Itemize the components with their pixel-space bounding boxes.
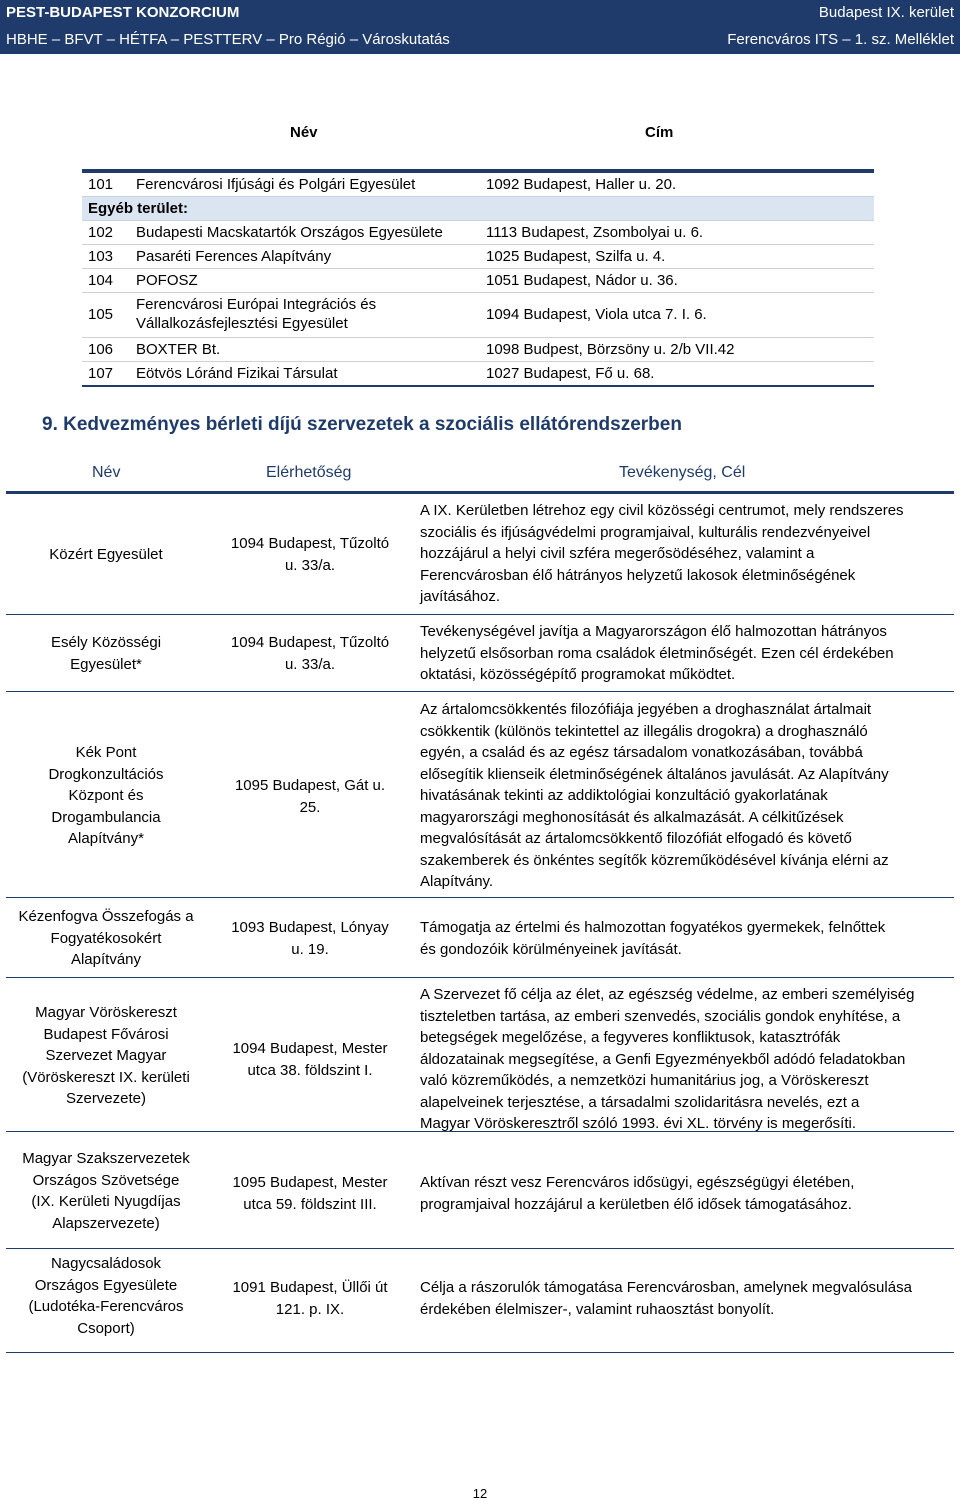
organization-activity [420, 1277, 952, 1320]
organization-activity-line: egyén, a család és az egész társadalom vonatkozásában, továbbá [420, 744, 863, 761]
row-name-line: Ferencvárosi Európai Integrációs és [136, 296, 377, 313]
row-name: Budapesti Macskatartók Országos Egyesülete [136, 224, 443, 241]
organization-activity-line: Ferencvárosban élő hátrányos helyzetű lakosok életminőségének [420, 566, 856, 584]
organization-name [6, 742, 206, 850]
organization-name [6, 906, 206, 971]
organization-activity [420, 621, 952, 686]
row-number: 104 [88, 272, 114, 289]
organization-activity-line: hozzájárul a helyi civil szféra megerősödéséhez, valamint a [420, 545, 815, 562]
organization-address-line: 1091 Budapest, Üllői út [232, 1279, 388, 1296]
organization-activity-line: javításához. [420, 588, 501, 605]
table-row [6, 1131, 954, 1249]
organization-activity-line: érdekében élelmiszer-, valamint ruhaosztást bonyolít. [420, 1300, 775, 1318]
organization-activity-line: Magyar Vöröskeresztről szóló 1993. évi XL. törvény is megerősíti. [420, 1115, 857, 1132]
row-number: 105 [88, 306, 114, 323]
table-row [82, 338, 874, 362]
organization-activity-line: tiszteletben tartása, az emberi szenvedés, szociális gondok enyhítése, a [420, 1007, 901, 1025]
organization-name-line: Szervezet Magyar [45, 1047, 167, 1064]
organization-activity-line: Az ártalomcsökkentés filozófiája jegyében a droghasználat ártalmait [420, 701, 872, 718]
organization-activity [420, 917, 952, 960]
organization-name [6, 1002, 206, 1110]
organization-name-line: Kék Pont [75, 744, 137, 761]
organization-address-line: utca 38. földszint I. [247, 1061, 373, 1079]
organization-table [82, 169, 874, 387]
organization-activity-line: A IX. Kerületben létrehoz egy civil közösségi centrumot, mely rendszeres [420, 502, 904, 519]
organization-activity [420, 500, 952, 608]
organization-name-line: Központ és [68, 787, 144, 804]
table-row [82, 245, 874, 269]
organization-address-line: u. 33/a. [284, 556, 336, 574]
row-number: 103 [88, 248, 114, 265]
organization-name-line: Fogyatékosokért [50, 929, 162, 947]
organization-name-line: (Vöröskereszt IX. kerületi [22, 1068, 190, 1086]
organization-activity-line: csökkentik (különös tekintettel az illegális drogokra) a droghasználó [420, 722, 868, 740]
organization-name-line: Országos Szövetsége [32, 1171, 180, 1189]
organization-activity-line: hivatásának tekinti az addiktológiai konzultáció gyakorlatának [420, 787, 828, 804]
row-name-line: Vállalkozásfejlesztési Egyesület [136, 315, 348, 332]
table-row [82, 221, 874, 245]
row-name: POFOSZ [136, 272, 198, 289]
row-number: 106 [88, 341, 114, 358]
header-district: Budapest IX. kerület [818, 4, 954, 21]
row-address: 1027 Budapest, Fő u. 68. [486, 365, 655, 382]
organization-name-line: Országos Egyesülete [34, 1276, 178, 1294]
table-row [82, 293, 874, 338]
organization-name-line: Közért Egyesület [49, 546, 163, 563]
row-name: Ferencvárosi Ifjúsági és Polgári Egyesület [136, 176, 416, 193]
organization-activity-line: Aktívan részt vesz Ferencváros idősügyi, egészségügyi életében, [420, 1174, 855, 1191]
organization-name-line: Magyar Szakszervezetek [22, 1150, 190, 1167]
organization-name-line: Szervezete) [65, 1090, 147, 1107]
table-row [82, 362, 874, 385]
organization-name-line: Nagycsaládosok [50, 1255, 162, 1272]
organization-name-line: Csoport) [77, 1319, 135, 1337]
organization-name [6, 544, 206, 566]
organization-name-line: Egyesület* [70, 655, 142, 673]
table-row [6, 691, 954, 898]
organization-activity-line: programjaival hozzájárul a kerületben élő idősek támogatásához. [420, 1195, 852, 1213]
organization-activity-line: áldozatainak megsegítése, a Genfi Egyezményekből adódó feladatokban [420, 1050, 906, 1068]
organization-address [210, 775, 410, 818]
table-row [6, 977, 954, 1132]
table2-col-contact: Elérhetőség [266, 464, 352, 481]
organization-activity-line: A Szervezet fő célja az élet, az egészség védelme, az emberi személyiség [420, 986, 915, 1003]
organization-activity-line: szociális és ifjúságvédelmi programjaival, kulturális rendezvényeivel [420, 523, 871, 541]
header-org-name: PEST-BUDAPEST KONZORCIUM [6, 4, 240, 21]
organization-name [6, 1148, 206, 1234]
organization-address-line: u. 19. [291, 940, 329, 958]
organization-activity-line: Célja a rászorulók támogatása Ferencvárosban, amelynek megvalósulása [420, 1279, 912, 1296]
row-number: 102 [88, 224, 114, 241]
organization-name-line: Esély Közösségi [50, 634, 162, 651]
group-label: Egyéb terület: [88, 200, 189, 217]
organization-address-line: 25. [299, 798, 321, 816]
organization-activity-line: Támogatja az értelmi és halmozottan fogyatékos gyermekek, felnőttek [420, 919, 886, 936]
row-address: 1094 Budapest, Viola utca 7. I. 6. [486, 306, 707, 323]
row-address: 1051 Budapest, Nádor u. 36. [486, 272, 678, 289]
table-row [6, 614, 954, 692]
organization-address-line: 1095 Budapest, Gát u. [234, 777, 386, 794]
table-group-row [82, 197, 874, 221]
row-number: 107 [88, 365, 114, 382]
row-address: 1025 Budapest, Szilfa u. 4. [486, 248, 666, 265]
table1-col-address: Cím [645, 124, 674, 141]
organization-address [210, 917, 410, 960]
organization-name-line: Kézenfogva Összefogás a [18, 908, 194, 925]
organization-name-line: Drogkonzultációs [48, 765, 164, 783]
organization-activity [420, 699, 952, 893]
header-bar-bottom [0, 26, 960, 54]
organization-activity-line: megvalósítását az ártalomcsökkentő filozófiát elfogadó és követő [420, 830, 852, 847]
organization-activity-line: elősegítik klienseik életminőségének általános javulását. Az Alapítvány [420, 765, 889, 783]
row-address: 1092 Budapest, Haller u. 20. [486, 176, 677, 193]
organization-name-line: Alapítvány [70, 951, 142, 968]
organization-activity-line: és gondozóik körülményeinek javítását. [420, 940, 682, 958]
section-heading: 9. Kedvezményes bérleti díjú szervezetek a szociális ellátórendszerben [42, 414, 682, 435]
organization-activity-line: való közreműködés, a nemzetközi humanitárius jog, a Vöröskereszt [420, 1072, 869, 1089]
header-partners: HBHE – BFVT – HÉTFA – PESTTERV – Pro Régió – Városkutatás [6, 31, 450, 48]
organization-activity-line: szakemberek és önkéntes segítők közreműködésével kívánja elérni az [420, 851, 889, 869]
page-number: 12 [472, 1486, 488, 1501]
organization-address-line: 1094 Budapest, Tűzoltó [230, 634, 390, 651]
organization-activity-line: Tevékenységével javítja a Magyarországon élő halmozottan hátrányos [420, 623, 887, 640]
row-address: 1113 Budapest, Zsombolyai u. 6. [486, 224, 704, 241]
table-row [6, 1248, 954, 1353]
organization-activity-line: magyarországi meghonosítását és alkalmazását. A célkitűzések [420, 808, 844, 826]
organization-address [210, 1172, 410, 1215]
row-name [136, 295, 376, 333]
table-row [82, 269, 874, 293]
organization-activity-line: betegségek megelőzése, a fegyveres konfliktusok, katasztrófák [420, 1029, 841, 1046]
header-document: Ferencváros ITS – 1. sz. Melléklet [727, 31, 954, 48]
table-row [6, 897, 954, 978]
table2-col-activity: Tevékenység, Cél [619, 464, 746, 481]
row-name: Pasaréti Ferences Alapítvány [136, 248, 332, 265]
organization-name [6, 1253, 206, 1339]
row-name: BOXTER Bt. [136, 341, 221, 358]
table-row [6, 494, 954, 615]
organization-address-line: utca 59. földszint III. [243, 1195, 377, 1213]
organization-name-line: Magyar Vöröskereszt [35, 1004, 177, 1021]
organization-activity [420, 1172, 952, 1215]
organization-address-line: 1095 Budapest, Mester [232, 1174, 388, 1191]
organization-name-line: Alapszervezete) [52, 1214, 160, 1232]
table2-col-name: Név [92, 464, 121, 481]
organization-name-line: Budapest Fővárosi [43, 1025, 169, 1043]
organization-address-line: 1093 Budapest, Lónyay [231, 919, 389, 936]
row-address: 1098 Budpest, Börzsöny u. 2/b VII.42 [486, 341, 735, 358]
organization-address [210, 1277, 410, 1320]
organization-address-line: u. 33/a. [284, 655, 336, 673]
organization-address-line: 1094 Budapest, Tűzoltó [230, 535, 390, 552]
row-number: 101 [88, 176, 114, 193]
organization-name-line: (Ludotéka-Ferencváros [28, 1298, 184, 1315]
organization-activity-line: Alapítvány. [420, 873, 494, 890]
header-bar-top [0, 0, 960, 26]
organization-address-line: 121. p. IX. [275, 1300, 345, 1318]
table-row [82, 173, 874, 197]
organization-activity [420, 984, 952, 1135]
organization-activity-line: alapelveinek terjesztése, a társadalmi szolidaritásra nevelés, ezt a [420, 1093, 860, 1111]
organization-name [6, 632, 206, 675]
organization-name-line: Drogambulancia [51, 808, 161, 826]
organization-address [210, 533, 410, 576]
organization-address [210, 632, 410, 675]
organization-address-line: 1094 Budapest, Mester [232, 1040, 388, 1057]
row-name: Eötvös Lóránd Fizikai Társulat [136, 365, 338, 382]
organization-name-line: (IX. Kerületi Nyugdíjas [31, 1193, 181, 1210]
organization-address [210, 1038, 410, 1081]
organization-activity-line: oktatási, közösségépítő programokat működtet. [420, 666, 736, 683]
table1-col-name: Név [290, 124, 318, 141]
organization-name-line: Alapítvány* [68, 830, 144, 847]
organization-activity-line: helyzetű elsősorban roma családok életminőségét. Ezen cél érdekében [420, 644, 894, 662]
